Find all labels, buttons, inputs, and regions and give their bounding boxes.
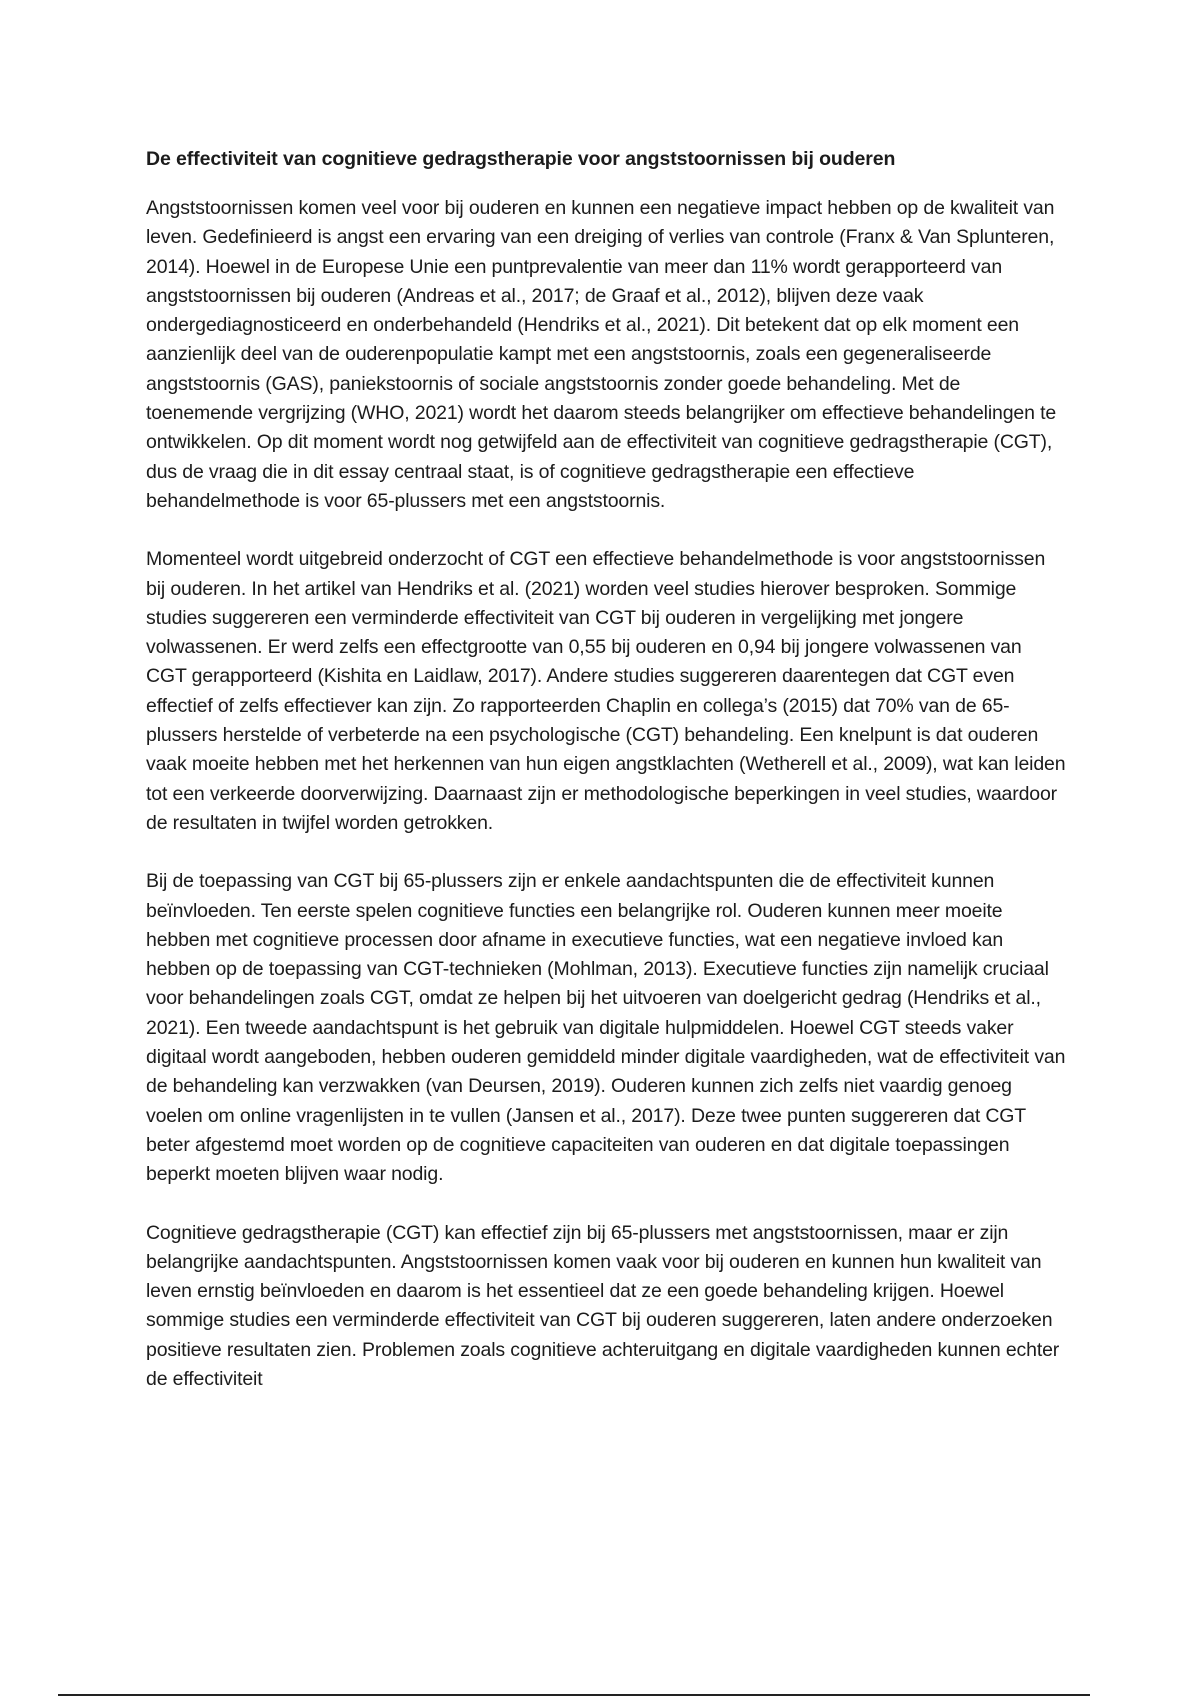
paragraph-research: Momenteel wordt uitgebreid onderzocht of CGT een effectieve behandelmethode is voor angststoornissen bij ouderen. In het artikel van Hendriks et al. (2021) worden veel studies hierover besproken. Sommige studies suggereren een verminderde effectiviteit van CGT bij ouderen in vergelijking met jongere volwassenen. Er werd zelfs een effectgrootte van 0,55 bij ouderen en 0,94 bij jongere volwassenen van CGT gerapporteerd (Kishita en Laidlaw, 2017). Andere studies suggereren daarentegen dat CGT even effectief of zelfs effectiever kan zijn. Zo rapporteerden Chaplin en collega’s (2015) dat 70% van de 65-plussers herstelde of verbeterde na een psychologische (CGT) behandeling. Een knelpunt is dat ouderen vaak moeite hebben met het herkennen van hun eigen angstklachten (Wetherell et al., 2009), wat kan leiden tot een verkeerde doorverwijzing. Daarnaast zijn er methodologische beperkingen in veel studies, waardoor de resultaten in twijfel worden getrokken. <box>146 548 1066 834</box>
paragraph-conclusion: Cognitieve gedragstherapie (CGT) kan effectief zijn bij 65-plussers met angststoornissen, maar er zijn belangrijke aandachtspunten. Angststoornissen komen vaak voor bij ouderen en kunnen hun kwaliteit van leven ernstig beïnvloeden en daarom is het essentieel dat ze een goede behandeling krijgen. Hoewel sommige studies een verminderde effectiviteit van CGT bij ouderen suggereren, laten andere onderzoeken positieve resultaten zien. Problemen zoals cognitieve achteruitgang en digitale vaardigheden kunnen echter de effectiviteit <box>146 1221 1060 1390</box>
paragraph-considerations: Bij de toepassing van CGT bij 65-plussers zijn er enkele aandachtspunten die de effectiviteit kunnen beïnvloeden. Ten eerste spelen cognitieve functies een belangrijke rol. Ouderen kunnen meer moeite hebben met cognitieve processen door afname in executieve functies, wat een negatieve invloed kan hebben op de toepassing van CGT-technieken (Mohlman, 2013). Executieve functies zijn namelijk cruciaal voor behandelingen zoals CGT, omdat ze helpen bij het uitvoeren van doelgericht gedrag (Hendriks et al., 2021). Een tweede aandachtspunt is het gebruik van digitale hulpmiddelen. Hoewel CGT steeds vaker digitaal wordt aangeboden, hebben ouderen gemiddeld minder digitale vaardigheden, wat de effectiviteit van de behandeling kan verzwakken (van Deursen, 2019). Ouderen kunnen zich zelfs niet vaardig genoeg voelen om online vragenlijsten in te vullen (Jansen et al., 2017). Deze twee punten suggereren dat CGT beter afgestemd moet worden op de cognitieve capaciteiten van ouderen en dat digitale toepassingen beperkt moeten blijven waar nodig. <box>146 870 1066 1186</box>
paragraph-introduction: Angststoornissen komen veel voor bij ouderen en kunnen een negatieve impact hebben op de kwaliteit van leven. Gedefinieerd is angst een ervaring van een dreiging of verlies van controle (Franx & Van Splunteren, 2014). Hoewel in de Europese Unie een puntprevalentie van meer dan 11% wordt gerapporteerd van angststoornissen bij ouderen (Andreas et al., 2017; de Graaf et al., 2012), blijven deze vaak ondergediagnosticeerd en onderbehandeld (Hendriks et al., 2021). Dit betekent dat op elk moment een aanzienlijk deel van de ouderenpopulatie kampt met een angststoornis, zoals een gegeneraliseerde angststoornis (GAS), paniekstoornis of sociale angststoornis zonder goede behandeling. Met de toenemende vergrijzing (WHO, 2021) wordt het daarom steeds belangrijker om effectieve behandelingen te ontwikkelen. Op dit moment wordt nog getwijfeld aan de effectiviteit van cognitieve gedragstherapie (CGT), dus de vraag die in dit essay centraal staat, is of cognitieve gedragstherapie een effectieve behandelmethode is voor 65-plussers met een angststoornis. <box>146 197 1057 512</box>
document-body <box>146 146 1066 1423</box>
document-title: De effectiviteit van cognitieve gedragstherapie voor angststoornissen bij ouderen <box>146 148 896 170</box>
page-bottom-divider <box>58 1694 1090 1696</box>
